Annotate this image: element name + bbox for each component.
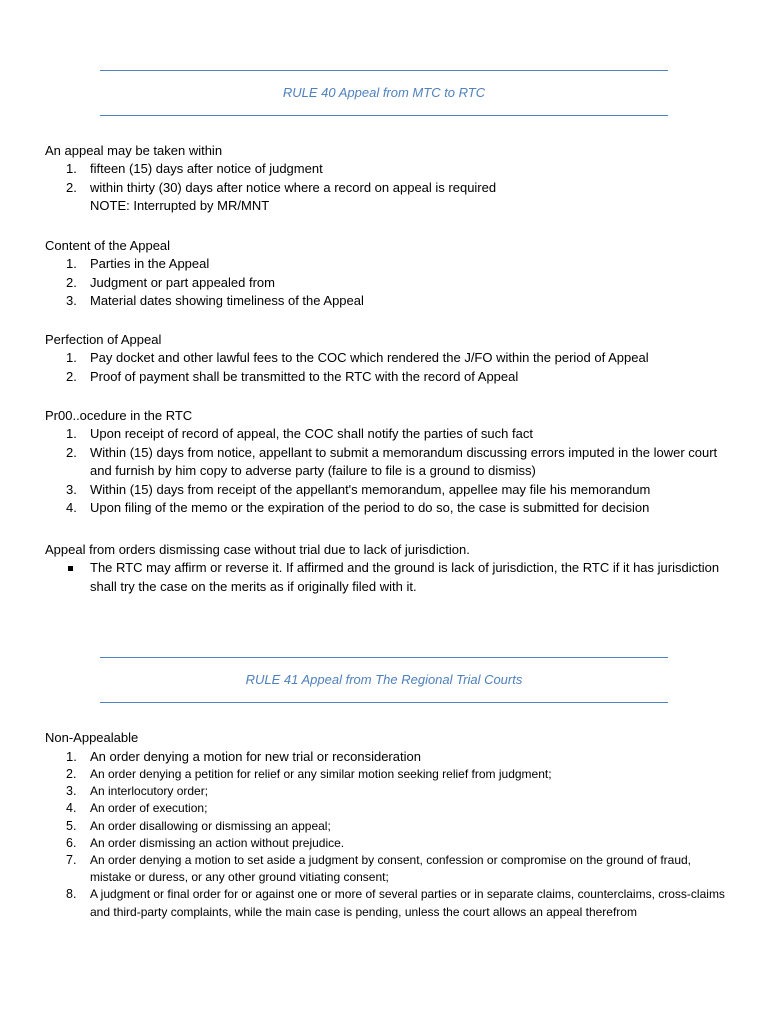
list-item: 3. An interlocutory order; [66,784,209,799]
section-title: Non-Appealable [45,730,139,745]
list-item: The RTC may affirm or reverse it. If affirmed and the ground is lack of jurisdiction, the RTC if it has jurisdiction shall try the case on the merits as if originally filed with it. [45,559,735,596]
section-title: Pr00..ocedure in the RTC [45,408,193,423]
rule40-heading-text: RULE 40 Appeal from MTC to RTC [282,85,486,100]
rule40-heading [100,70,668,116]
note-text: NOTE: Interrupted by MR/MNT [90,198,270,213]
list-item: 2. Judgment or part appealed from [66,274,275,290]
list-item: 1. fifteen (15) days after notice of judgment [66,161,323,176]
appeal-within-list [45,160,735,197]
list-item: 4. An order of execution; [66,801,208,816]
procedure-list [45,425,735,518]
procedure-section [45,406,735,518]
list-item: 2. Proof of payment shall be transmitted to the RTC with the record of Appeal [66,368,519,384]
section-title: Content of the Appeal [45,238,171,253]
list-item: 2. An order denying a petition for relief or any similar motion seeking relief from judgment; [66,767,552,781]
perfection-list [45,349,735,386]
list-item: 3. Within (15) days from receipt of the appellant's memorandum, appellee may file his memorandum [66,481,651,497]
appeal-within-section [45,141,735,216]
list-item: 1. Pay docket and other lawful fees to the COC which rendered the J/FO within the period of Appeal [66,350,649,365]
perfection-section [45,330,735,386]
section-title: An appeal may be taken within [45,143,223,158]
list-item: 2. Within (15) days from notice, appellant to submit a memorandum discussing errors imputed in the lower court and furnish by him copy to adverse party (failure to file is a ground to dismiss) [66,444,718,478]
list-item: 5. An order disallowing or dismissing an appeal; [66,818,331,833]
list-item: 7. An order denying a motion to set aside a judgment by consent, confession or compromise on the ground of fraud, mistake or duress, or any other ground vitiating consent; [66,853,692,885]
list-item: 1. Parties in the Appeal [66,256,210,271]
content-list [45,255,735,311]
non-appealable-section [45,728,735,921]
list-item: 8. A judgment or final order for or against one or more of several parties or in separate claims, counterclaims, cross-claims and third-party complaints, while the main case is pending, unless the court allows an appeal therefrom [66,887,725,919]
section-title: Perfection of Appeal [45,332,162,347]
non-appealable-list [45,747,735,921]
square-bullet-icon [68,566,73,571]
section-title: Appeal from orders dismissing case without trial due to lack of jurisdiction. [45,542,470,557]
content-section [45,236,735,311]
rule41-heading [100,657,668,703]
dismissal-list [45,559,735,596]
list-item: 4. Upon filing of the memo or the expiration of the period to do so, the case is submitted for decision [66,500,650,515]
list-item: 1. Upon receipt of record of appeal, the COC shall notify the parties of such fact [66,426,533,441]
dismissal-section [45,540,735,596]
rule41-heading-text: RULE 41 Appeal from The Regional Trial Courts [245,672,523,687]
list-item: 2. within thirty (30) days after notice where a record on appeal is required [66,179,497,195]
list-item: 1. An order denying a motion for new trial or reconsideration [66,749,421,764]
list-item: 3. Material dates showing timeliness of the Appeal [66,293,364,308]
list-item: 6. An order dismissing an action without prejudice. [66,835,345,850]
